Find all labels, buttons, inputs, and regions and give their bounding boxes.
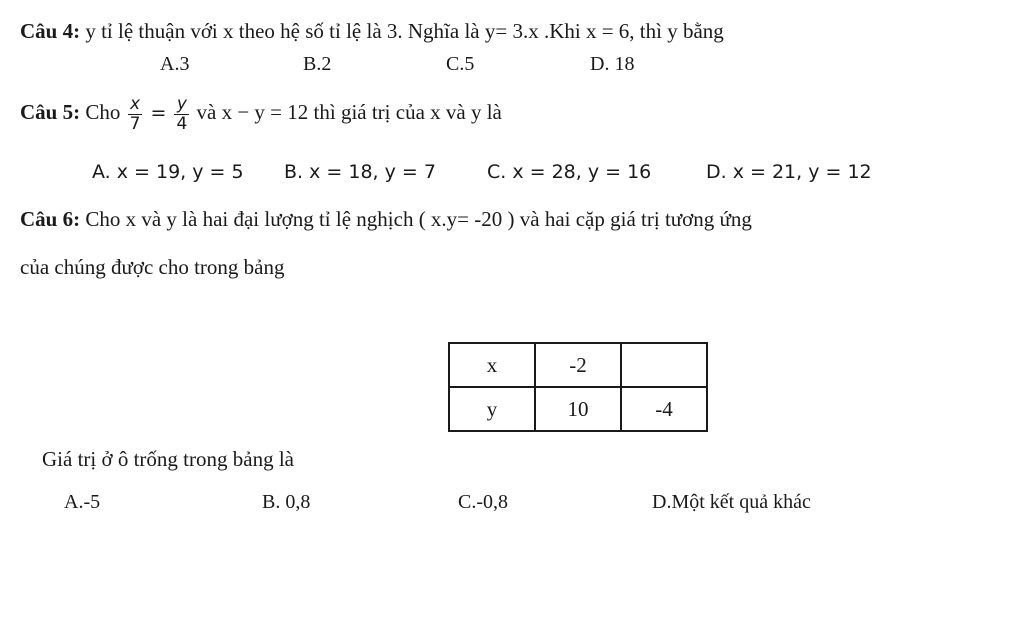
question-6-label: Câu 6: [20, 207, 81, 231]
q5-option-c: C. x = 28, y = 16 [487, 161, 652, 183]
table-cell-y-1: 10 [535, 387, 621, 431]
question-5-stem [20, 92, 502, 134]
fraction-x-over-7 [128, 95, 143, 134]
table-cell-x-1: -2 [535, 343, 621, 387]
question-5-text: và x − y = 12 thì giá trị của x và y là [191, 100, 502, 124]
question-6-prompt: Giá trị ở ô trống trong bảng là [42, 447, 294, 471]
table-cell-blank [621, 343, 707, 387]
question-6-text: Cho x và y là hai đại lượng tỉ lệ nghịch ( x.y= -20 ) và hai cặp giá trị tương ứng [80, 207, 752, 231]
q5-option-a: A. x = 19, y = 5 [92, 161, 244, 183]
fraction-1-numerator: x [128, 95, 143, 115]
table-row [449, 343, 707, 387]
table-row [449, 387, 707, 431]
equals-sign: = [144, 102, 173, 124]
question-5-label: Câu 5: [20, 100, 81, 124]
value-table [448, 342, 708, 432]
q4-option-c: C.5 [446, 53, 475, 75]
q6-option-a: A.-5 [64, 491, 101, 513]
q5-option-d: D. x = 21, y = 12 [706, 161, 872, 183]
q4-option-a: A.3 [160, 53, 190, 75]
fraction-2-denominator: 4 [176, 113, 188, 134]
table-cell-y-2: -4 [621, 387, 707, 431]
q4-option-d: D. 18 [590, 53, 635, 75]
question-6-stem-continued: của chúng được cho trong bảng [20, 255, 285, 279]
q5-option-b: B. x = 18, y = 7 [284, 161, 436, 183]
question-5-prefix: Cho [80, 100, 126, 124]
fraction-2-numerator: y [174, 95, 189, 115]
fraction-y-over-4 [174, 95, 189, 134]
table-cell-y-label: y [449, 387, 535, 431]
question-6-stem [20, 206, 752, 232]
q4-option-b: B.2 [303, 53, 332, 75]
q6-option-c: C.-0,8 [458, 491, 508, 513]
q6-option-b: B. 0,8 [262, 491, 311, 513]
fraction-1-denominator: 7 [129, 113, 141, 134]
question-4-label: Câu 4: [20, 19, 81, 43]
question-4-stem [20, 18, 724, 44]
question-4-text: y tỉ lệ thuận với x theo hệ số tỉ lệ là 3. Nghĩa là y= 3.x .Khi x = 6, thì y bằng [80, 19, 724, 43]
table-cell-x-label: x [449, 343, 535, 387]
q6-option-d: D.Một kết quả khác [652, 491, 811, 513]
